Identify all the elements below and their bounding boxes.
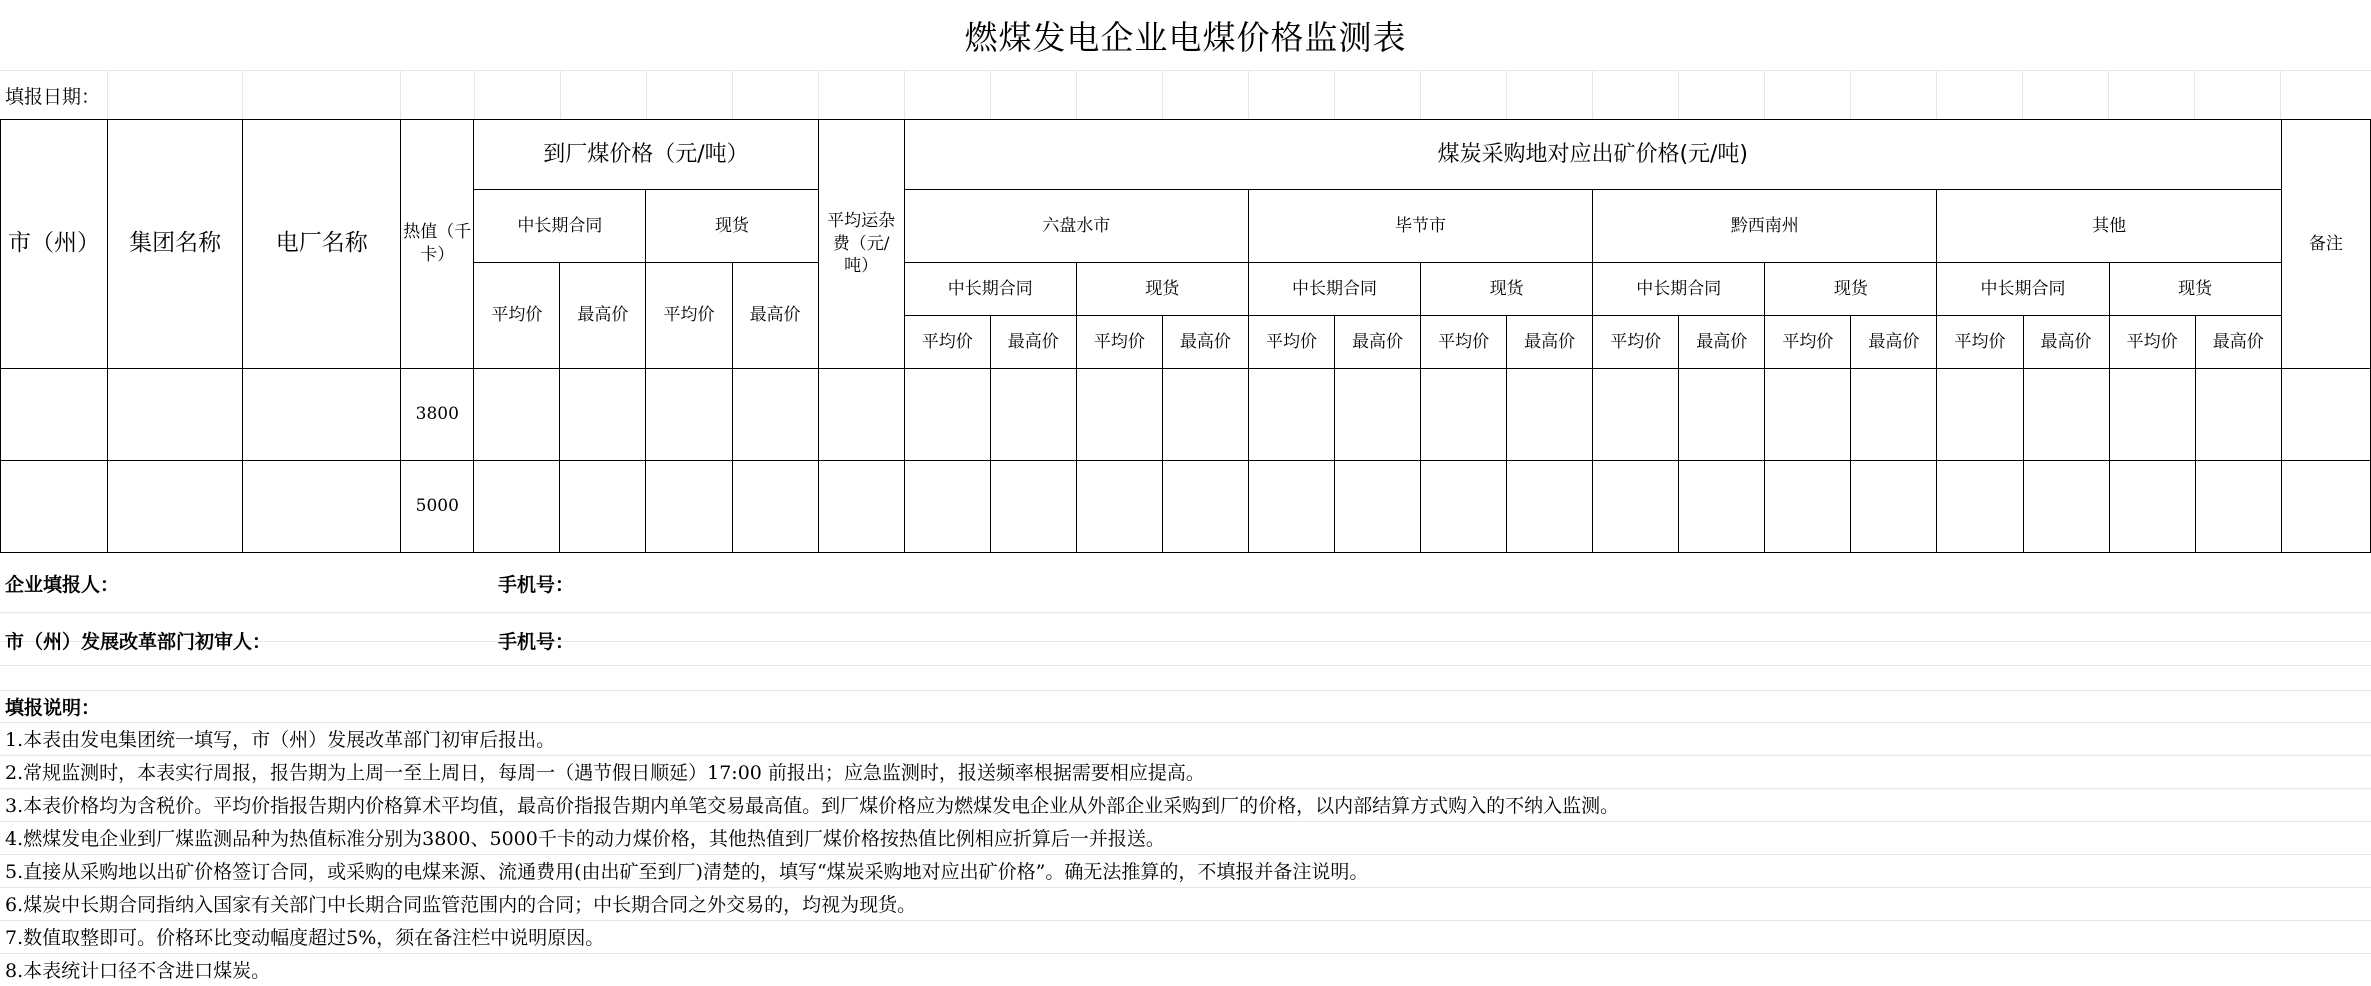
cell-value[interactable] bbox=[1937, 369, 2023, 461]
header-region-other: 其他 bbox=[1937, 190, 2281, 263]
header-delivered-long-term: 中长期合同 bbox=[474, 190, 646, 263]
cell-value[interactable] bbox=[2109, 369, 2195, 461]
cell-plant[interactable] bbox=[243, 461, 401, 553]
cell-heat: 3800 bbox=[401, 369, 474, 461]
header-delivered-lt-avg: 平均价 bbox=[474, 263, 560, 369]
header-qianxinan-spot: 现货 bbox=[1765, 263, 1937, 316]
header-qianxinan-spot-avg: 平均价 bbox=[1765, 316, 1851, 369]
header-delivered-spot-avg: 平均价 bbox=[646, 263, 732, 369]
cell-value[interactable] bbox=[1248, 461, 1334, 553]
reviewer-phone-label: 手机号： bbox=[498, 631, 575, 653]
header-liupanshui-lt-avg: 平均价 bbox=[904, 316, 990, 369]
cell-value[interactable] bbox=[1507, 461, 1593, 553]
header-bijie-lt-avg: 平均价 bbox=[1248, 316, 1334, 369]
cell-value[interactable] bbox=[1162, 369, 1248, 461]
cell-value[interactable] bbox=[1679, 369, 1765, 461]
cell-value[interactable] bbox=[1076, 369, 1162, 461]
cell-value[interactable] bbox=[1507, 369, 1593, 461]
cell-group[interactable] bbox=[108, 461, 243, 553]
cell-value[interactable] bbox=[474, 369, 560, 461]
cell-group[interactable] bbox=[108, 369, 243, 461]
cell-remarks[interactable] bbox=[2281, 461, 2370, 553]
cell-city[interactable] bbox=[1, 369, 108, 461]
header-delivered-price: 到厂煤价格（元/吨） bbox=[474, 120, 818, 190]
table-row bbox=[1, 369, 2371, 461]
cell-value[interactable] bbox=[2195, 461, 2281, 553]
header-delivered-lt-max: 最高价 bbox=[560, 263, 646, 369]
header-liupanshui-long-term: 中长期合同 bbox=[904, 263, 1076, 316]
cell-value[interactable] bbox=[1335, 369, 1421, 461]
note-item: 5.直接从采购地以出矿价格签订合同，或采购的电煤来源、流通费用(由出矿至到厂)清楚的，填写“煤炭采购地对应出矿价格”。确无法推算的，不填报并备注说明。 bbox=[5, 861, 1369, 883]
header-region-liupanshui: 六盘水市 bbox=[904, 190, 1248, 263]
cell-value[interactable] bbox=[646, 369, 732, 461]
header-other-spot-avg: 平均价 bbox=[2109, 316, 2195, 369]
cell-value[interactable] bbox=[560, 461, 646, 553]
cell-value[interactable] bbox=[1679, 461, 1765, 553]
notes-heading: 填报说明： bbox=[5, 696, 101, 719]
cell-value[interactable] bbox=[732, 369, 818, 461]
reporter-label: 企业填报人： bbox=[5, 574, 120, 596]
header-liupanshui-spot-avg: 平均价 bbox=[1076, 316, 1162, 369]
header-other-spot: 现货 bbox=[2109, 263, 2281, 316]
cell-value[interactable] bbox=[990, 369, 1076, 461]
header-other-spot-max: 最高价 bbox=[2195, 316, 2281, 369]
cell-value[interactable] bbox=[1076, 461, 1162, 553]
note-item: 3.本表价格均为含税价。平均价指报告期内价格算术平均值，最高价指报告期内单笔交易最高值。到厂煤价格应为燃煤发电企业从外部企业采购到厂的价格，以内部结算方式购入的不纳入监测。 bbox=[5, 795, 1620, 817]
cell-value[interactable] bbox=[904, 369, 990, 461]
cell-value[interactable] bbox=[2023, 461, 2109, 553]
header-other-long-term: 中长期合同 bbox=[1937, 263, 2109, 316]
cell-value[interactable] bbox=[1937, 461, 2023, 553]
cell-value[interactable] bbox=[560, 369, 646, 461]
reporter-row bbox=[0, 555, 2371, 612]
header-qianxinan-lt-max: 最高价 bbox=[1679, 316, 1765, 369]
cell-value[interactable] bbox=[818, 369, 904, 461]
header-bijie-spot-avg: 平均价 bbox=[1421, 316, 1507, 369]
cell-value[interactable] bbox=[1421, 461, 1507, 553]
header-liupanshui-spot-max: 最高价 bbox=[1162, 316, 1248, 369]
price-monitoring-table bbox=[0, 119, 2371, 553]
cell-value[interactable] bbox=[2109, 461, 2195, 553]
cell-value[interactable] bbox=[818, 461, 904, 553]
cell-heat: 5000 bbox=[401, 461, 474, 553]
header-delivered-spot-max: 最高价 bbox=[732, 263, 818, 369]
header-bijie-long-term: 中长期合同 bbox=[1248, 263, 1420, 316]
header-heat: 热值（千卡） bbox=[401, 120, 474, 369]
header-bijie-spot: 现货 bbox=[1421, 263, 1593, 316]
header-qianxinan-lt-avg: 平均价 bbox=[1593, 316, 1679, 369]
cell-remarks[interactable] bbox=[2281, 369, 2370, 461]
fill-date-label: 填报日期： bbox=[5, 85, 101, 108]
header-region-bijie: 毕节市 bbox=[1248, 190, 1592, 263]
cell-value[interactable] bbox=[1593, 461, 1679, 553]
cell-value[interactable] bbox=[1851, 369, 1937, 461]
note-item: 4.燃煤发电企业到厂煤监测品种为热值标准分别为3800、5000千卡的动力煤价格，其他热值到厂煤价格按热值比例相应折算后一并报送。 bbox=[5, 828, 1165, 850]
header-region-qianxinan: 黔西南州 bbox=[1593, 190, 1937, 263]
cell-value[interactable] bbox=[1421, 369, 1507, 461]
header-bijie-spot-max: 最高价 bbox=[1507, 316, 1593, 369]
cell-plant[interactable] bbox=[243, 369, 401, 461]
cell-city[interactable] bbox=[1, 461, 108, 553]
cell-value[interactable] bbox=[732, 461, 818, 553]
header-other-lt-avg: 平均价 bbox=[1937, 316, 2023, 369]
header-bijie-lt-max: 最高价 bbox=[1335, 316, 1421, 369]
cell-value[interactable] bbox=[474, 461, 560, 553]
note-item: 8.本表统计口径不含进口煤炭。 bbox=[5, 960, 271, 982]
cell-value[interactable] bbox=[1851, 461, 1937, 553]
header-group: 集团名称 bbox=[108, 120, 243, 369]
header-remarks: 备注 bbox=[2281, 120, 2370, 369]
reporter-phone-label: 手机号： bbox=[498, 574, 575, 596]
header-freight: 平均运杂费（元/吨） bbox=[818, 120, 904, 369]
note-item: 6.煤炭中长期合同指纳入国家有关部门中长期合同监管范围内的合同；中长期合同之外交易的，均视为现货。 bbox=[5, 894, 917, 916]
cell-value[interactable] bbox=[2023, 369, 2109, 461]
cell-value[interactable] bbox=[990, 461, 1076, 553]
filling-instructions bbox=[5, 690, 1619, 986]
note-item: 2.常规监测时，本表实行周报，报告期为上周一至上周日，每周一（遇节假日顺延）17:00 前报出；应急监测时，报送频率根据需要相应提高。 bbox=[5, 762, 1205, 784]
cell-value[interactable] bbox=[1335, 461, 1421, 553]
header-origin-price: 煤炭采购地对应出矿价格(元/吨) bbox=[904, 120, 2281, 190]
header-qianxinan-spot-max: 最高价 bbox=[1851, 316, 1937, 369]
header-city: 市（州） bbox=[1, 120, 108, 369]
cell-value[interactable] bbox=[1248, 369, 1334, 461]
table-row bbox=[1, 461, 2371, 553]
cell-value[interactable] bbox=[646, 461, 732, 553]
page-title: 燃煤发电企业电煤价格监测表 bbox=[964, 17, 1407, 57]
cell-value[interactable] bbox=[2195, 369, 2281, 461]
cell-value[interactable] bbox=[1593, 369, 1679, 461]
header-plant: 电厂名称 bbox=[243, 120, 401, 369]
cell-value[interactable] bbox=[904, 461, 990, 553]
reviewer-row bbox=[0, 612, 2371, 669]
header-other-lt-max: 最高价 bbox=[2023, 316, 2109, 369]
note-item: 7.数值取整即可。价格环比变动幅度超过5%，须在备注栏中说明原因。 bbox=[5, 927, 605, 949]
header-liupanshui-spot: 现货 bbox=[1076, 263, 1248, 316]
cell-value[interactable] bbox=[1765, 461, 1851, 553]
header-qianxinan-long-term: 中长期合同 bbox=[1593, 263, 1765, 316]
header-delivered-spot: 现货 bbox=[646, 190, 818, 263]
cell-value[interactable] bbox=[1162, 461, 1248, 553]
header-liupanshui-lt-max: 最高价 bbox=[990, 316, 1076, 369]
note-item: 1.本表由发电集团统一填写，市（州）发展改革部门初审后报出。 bbox=[5, 729, 556, 751]
cell-value[interactable] bbox=[1765, 369, 1851, 461]
reviewer-label: 市（州）发展改革部门初审人： bbox=[5, 631, 272, 653]
